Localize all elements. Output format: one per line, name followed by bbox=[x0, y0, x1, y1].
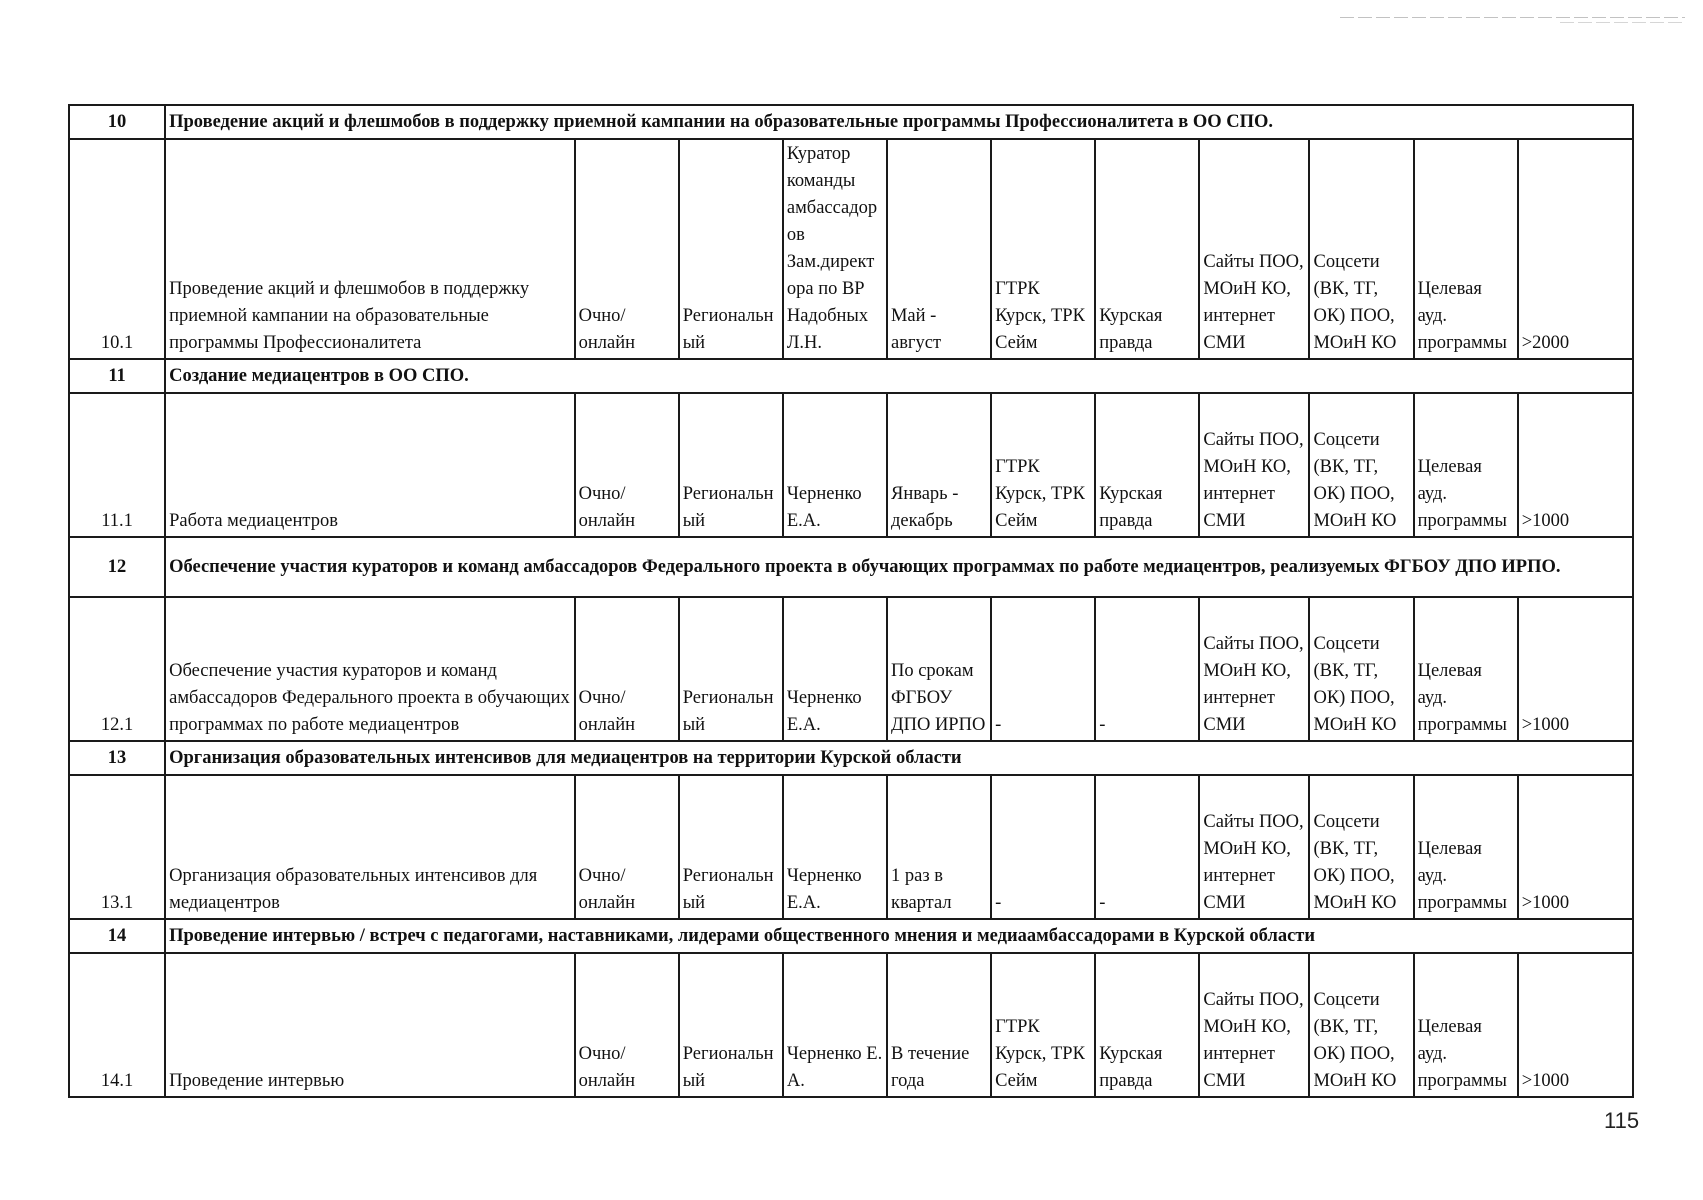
section-title: Организация образовательных интенсивов для медиацентров на территории Курской области bbox=[165, 741, 1633, 775]
event-tv: - bbox=[991, 597, 1095, 741]
event-reach: >1000 bbox=[1518, 953, 1633, 1097]
event-press: - bbox=[1095, 775, 1199, 919]
event-responsible: Куратор команды амбассадоров Зам.директора по ВР Надобных Л.Н. bbox=[783, 139, 887, 359]
event-reach: >2000 bbox=[1518, 139, 1633, 359]
event-tv: ГТРК Курск, ТРК Сейм bbox=[991, 393, 1095, 537]
event-press: Курская правда bbox=[1095, 953, 1199, 1097]
event-press: Курская правда bbox=[1095, 139, 1199, 359]
event-social: Соцсети (ВК, ТГ, ОК) ПОО, МОиН КО bbox=[1309, 775, 1413, 919]
event-format: Очно/онлайн bbox=[575, 393, 679, 537]
event-format: Очно/онлайн bbox=[575, 139, 679, 359]
event-social: Соцсети (ВК, ТГ, ОК) ПОО, МОиН КО bbox=[1309, 393, 1413, 537]
event-sites: Сайты ПОО, МОиН КО, интернет СМИ bbox=[1199, 597, 1309, 741]
event-tv: ГТРК Курск, ТРК Сейм bbox=[991, 953, 1095, 1097]
event-tv: - bbox=[991, 775, 1095, 919]
section-number: 10 bbox=[69, 105, 165, 139]
event-name: Работа медиацентров bbox=[165, 393, 575, 537]
section-row bbox=[69, 105, 1633, 139]
event-period: По срокам ФГБОУ ДПО ИРПО bbox=[887, 597, 991, 741]
section-title: Обеспечение участия кураторов и команд амбассадоров Федерального проекта в обучающих программах по работе медиацентров, реализуемых ФГБОУ ДПО ИРПО. bbox=[165, 537, 1633, 597]
table-row bbox=[69, 139, 1633, 359]
section-title: Создание медиацентров в ОО СПО. bbox=[165, 359, 1633, 393]
section-row bbox=[69, 359, 1633, 393]
event-social: Соцсети (ВК, ТГ, ОК) ПОО, МОиН КО bbox=[1309, 139, 1413, 359]
row-number: 10.1 bbox=[69, 139, 165, 359]
section-row bbox=[69, 741, 1633, 775]
event-format: Очно/онлайн bbox=[575, 597, 679, 741]
event-period: Май - август bbox=[887, 139, 991, 359]
event-tv: ГТРК Курск, ТРК Сейм bbox=[991, 139, 1095, 359]
row-number: 14.1 bbox=[69, 953, 165, 1097]
event-name: Организация образовательных интенсивов для медиацентров bbox=[165, 775, 575, 919]
table-row bbox=[69, 953, 1633, 1097]
section-number: 14 bbox=[69, 919, 165, 953]
section-row bbox=[69, 537, 1633, 597]
event-social: Соцсети (ВК, ТГ, ОК) ПОО, МОиН КО bbox=[1309, 597, 1413, 741]
table-row bbox=[69, 775, 1633, 919]
event-press: - bbox=[1095, 597, 1199, 741]
event-sites: Сайты ПОО, МОиН КО, интернет СМИ bbox=[1199, 953, 1309, 1097]
event-reach: >1000 bbox=[1518, 597, 1633, 741]
table-row bbox=[69, 393, 1633, 537]
event-level: Региональный bbox=[679, 597, 783, 741]
section-number: 13 bbox=[69, 741, 165, 775]
scan-artifact-line bbox=[1340, 17, 1685, 18]
event-responsible: Черненко Е.А. bbox=[783, 597, 887, 741]
page-number: 115 bbox=[1604, 1108, 1640, 1133]
event-level: Региональный bbox=[679, 953, 783, 1097]
event-reach: >1000 bbox=[1518, 775, 1633, 919]
section-row bbox=[69, 919, 1633, 953]
event-level: Региональный bbox=[679, 393, 783, 537]
event-name: Проведение акций и флешмобов в поддержку приемной кампании на образовательные программы Профессионалитета bbox=[165, 139, 575, 359]
event-audience: Целевая ауд. программы bbox=[1414, 775, 1518, 919]
event-reach: >1000 bbox=[1518, 393, 1633, 537]
scan-artifact-line bbox=[1560, 22, 1685, 23]
event-responsible: Черненко Е.А. bbox=[783, 775, 887, 919]
table-row bbox=[69, 597, 1633, 741]
event-responsible: Черненко Е. А. bbox=[783, 953, 887, 1097]
media-plan-table bbox=[68, 104, 1634, 1098]
event-social: Соцсети (ВК, ТГ, ОК) ПОО, МОиН КО bbox=[1309, 953, 1413, 1097]
row-number: 11.1 bbox=[69, 393, 165, 537]
event-period: Январь - декабрь bbox=[887, 393, 991, 537]
event-sites: Сайты ПОО, МОиН КО, интернет СМИ bbox=[1199, 393, 1309, 537]
event-period: 1 раз в квартал bbox=[887, 775, 991, 919]
event-name: Обеспечение участия кураторов и команд амбассадоров Федерального проекта в обучающих программах по работе медиацентров bbox=[165, 597, 575, 741]
event-audience: Целевая ауд. программы bbox=[1414, 139, 1518, 359]
event-audience: Целевая ауд. программы bbox=[1414, 393, 1518, 537]
row-number: 12.1 bbox=[69, 597, 165, 741]
event-responsible: Черненко Е.А. bbox=[783, 393, 887, 537]
event-format: Очно/онлайн bbox=[575, 775, 679, 919]
section-number: 12 bbox=[69, 537, 165, 597]
event-period: В течение года bbox=[887, 953, 991, 1097]
section-number: 11 bbox=[69, 359, 165, 393]
event-format: Очно/онлайн bbox=[575, 953, 679, 1097]
event-sites: Сайты ПОО, МОиН КО, интернет СМИ bbox=[1199, 139, 1309, 359]
event-sites: Сайты ПОО, МОиН КО, интернет СМИ bbox=[1199, 775, 1309, 919]
section-title: Проведение интервью / встреч с педагогами, наставниками, лидерами общественного мнения и медиаамбассадорами в Курской области bbox=[165, 919, 1633, 953]
event-level: Региональный bbox=[679, 139, 783, 359]
event-level: Региональный bbox=[679, 775, 783, 919]
section-title: Проведение акций и флешмобов в поддержку приемной кампании на образовательные программы Профессионалитета в ОО СПО. bbox=[165, 105, 1633, 139]
event-audience: Целевая ауд. программы bbox=[1414, 597, 1518, 741]
event-audience: Целевая ауд. программы bbox=[1414, 953, 1518, 1097]
event-name: Проведение интервью bbox=[165, 953, 575, 1097]
row-number: 13.1 bbox=[69, 775, 165, 919]
event-press: Курская правда bbox=[1095, 393, 1199, 537]
